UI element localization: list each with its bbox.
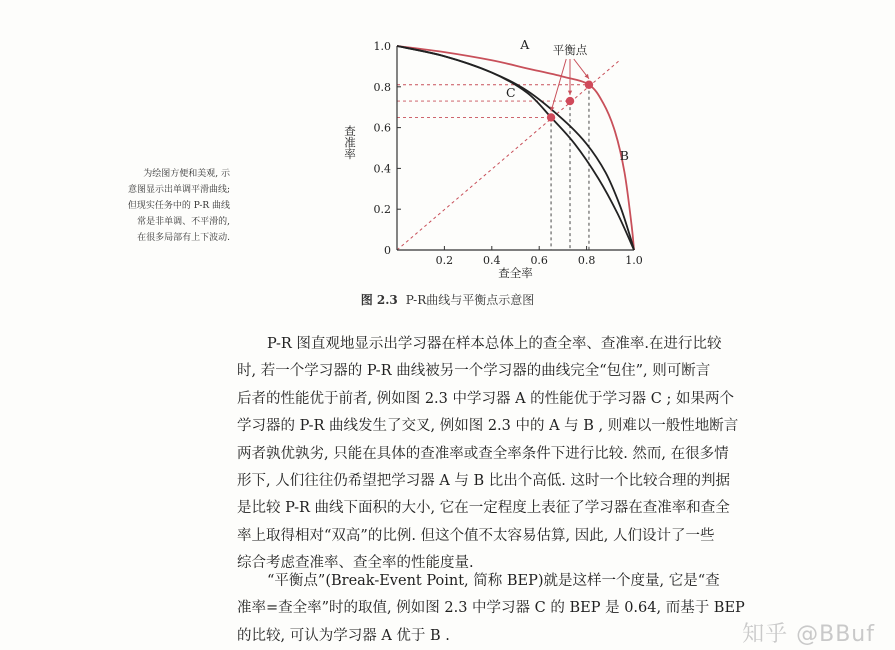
break-even-point [547, 113, 555, 121]
y-tick-label: 0.6 [373, 121, 391, 135]
x-tick-label: 0.6 [530, 254, 548, 267]
figure-caption [0, 291, 895, 308]
series-line-c [397, 46, 634, 250]
x-axis-label: 查全率 [498, 266, 533, 280]
break-even-point [585, 81, 593, 89]
series-line-b [397, 46, 634, 250]
y-tick-label: 0 [384, 244, 391, 257]
margin-note [60, 166, 230, 246]
margin-note-line: 但现实任务中的 P-R 曲线 [127, 201, 230, 211]
text-line: 准率=查全率”时的取值, 例如图 2.3 中学习器 C 的 BEP 是 0.64, 而基于 BEP [237, 600, 745, 617]
series-label-a: A [520, 37, 530, 53]
text-line: 后者的性能优于前者, 例如图 2.3 中学习器 A 的性能优于学习器 C ; 如果两个 [237, 390, 734, 407]
margin-note-line: 意图显示出单调平滑曲线; [127, 185, 230, 195]
paragraph-1 [237, 331, 777, 578]
pr-curve-chart [0, 0, 895, 300]
margin-note-line: 在很多局部有上下波动. [137, 233, 230, 243]
text-line: “平衡点”(Break-Event Point, 简称 BEP)就是这样一个度量, 它是“查 [267, 573, 720, 589]
text-line: 率上取得相对“双高”的比例. 但这个值不太容易估算, 因此, 人们设计了一些 [237, 527, 715, 544]
text-line: 形下, 人们往往仍希望把学习器 A 与 B 比出个高低. 这时一个比较合理的判据 [237, 473, 730, 490]
series-label-c: C [506, 85, 516, 100]
x-tick-label: 0.8 [577, 254, 596, 267]
y-axis-label: 查准率 [343, 124, 357, 160]
margin-note-line: 常是非单调、不平滑的, [137, 217, 230, 227]
figure-caption-text: P-R曲线与平衡点示意图 [405, 293, 535, 307]
y-tick-label: 0.2 [373, 203, 391, 217]
text-line: 综合考虑查准率、查全率的性能度量. [237, 555, 474, 572]
x-tick-label: 0.2 [435, 254, 454, 267]
paragraph-2 [237, 568, 777, 650]
text-line: 的比较, 可认为学习器 A 优于 B . [237, 627, 450, 644]
text-line: 时, 若一个学习器的 P-R 曲线被另一个学习器的曲线完全“包住”, 则可断言 [237, 363, 711, 380]
text-line: P-R 图直观地显示出学习器在样本总体上的查全率、查准率.在进行比较 [267, 336, 722, 352]
series-label-b: B [619, 148, 629, 164]
watermark: 知乎 @BBuf [742, 622, 875, 647]
margin-note-line: 为绘图方便和美观, 示 [143, 169, 230, 179]
annotation-label: 平衡点 [552, 43, 588, 57]
break-even-point [566, 97, 574, 105]
y-tick-label: 0.8 [373, 80, 391, 94]
figure-number: 图 2.3 [360, 293, 398, 307]
y-tick-label: 0.4 [373, 162, 391, 176]
text-line: 是比较 P-R 曲线下面积的大小, 它在一定程度上表征了学习器在查准率和查全 [237, 500, 730, 517]
text-line: 学习器的 P-R 曲线发生了交叉, 例如图 2.3 中的 A 与 B , 则难以一般性地断言 [237, 418, 739, 435]
annotation-arrowhead [568, 91, 572, 96]
series-lines [397, 46, 634, 250]
series-line-a [397, 46, 634, 250]
x-tick-label: 0.4 [483, 254, 501, 267]
y-tick-label: 1.0 [373, 40, 391, 53]
x-tick-label: 1.0 [625, 254, 643, 267]
text-line: 两者孰优孰劣, 只能在具体的查准率或查全率条件下进行比较. 然而, 在很多情 [237, 445, 729, 462]
